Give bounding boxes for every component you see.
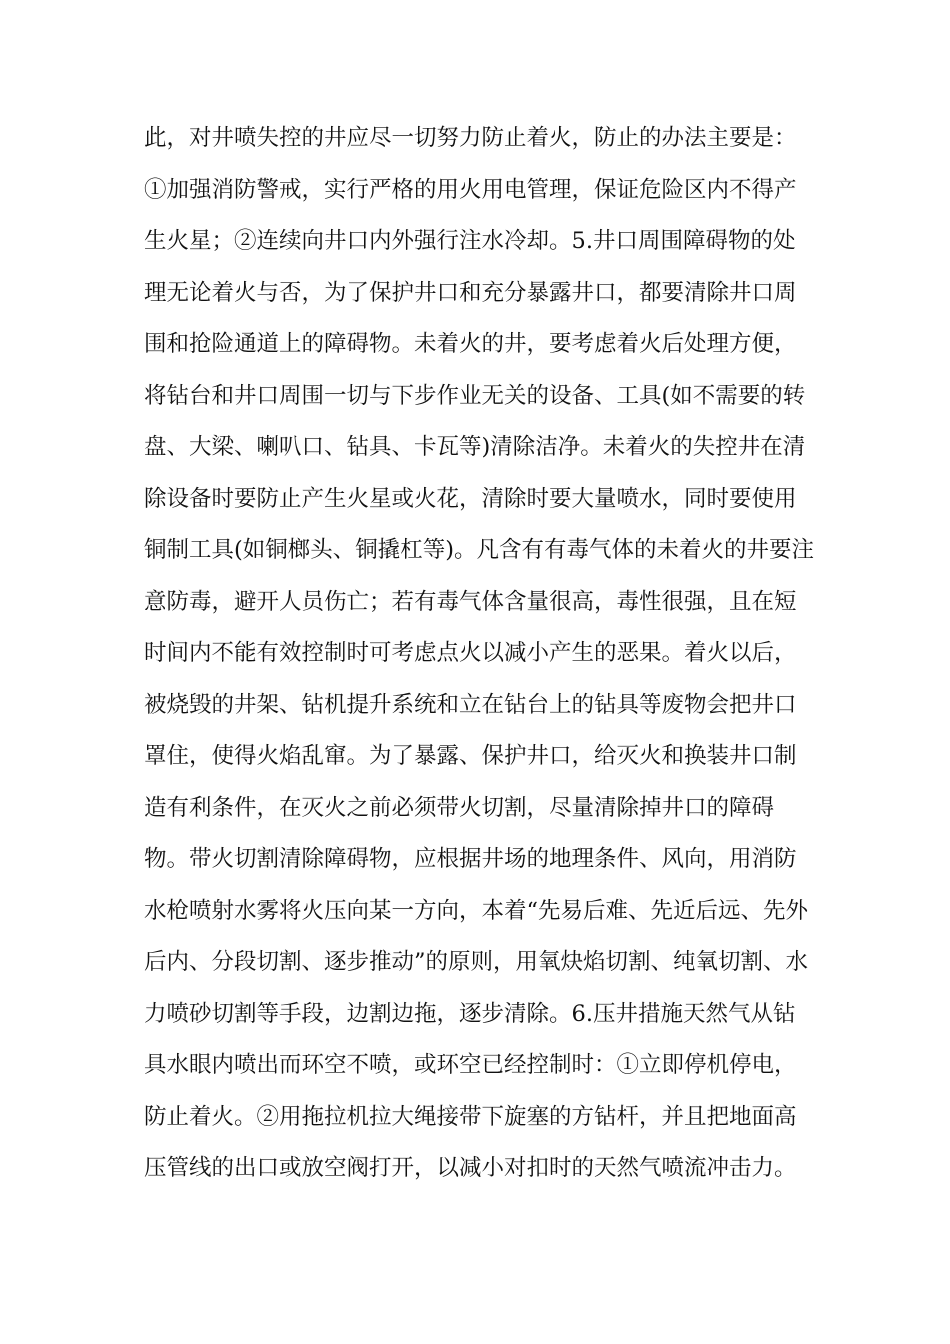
- text-line: 除设备时要防止产生火星或火花，清除时要大量喷水，同时要使用: [144, 485, 797, 512]
- text-line: 盘、大梁、喇叭口、钻具、卡瓦等)清除洁净。未着火的失控井在清: [144, 434, 806, 460]
- text-line: 将钻台和井口周围一切与下步作业无关的设备、工具(如不需要的转: [144, 382, 806, 409]
- text-line: 物。带火切割清除障碍物，应根据井场的地理条件、风向，用消防: [144, 846, 797, 872]
- text-line: 压管线的出口或放空阀打开，以减小对扣时的天然气喷流冲击力。: [144, 1155, 797, 1181]
- text-line: 力喷砂切割等手段，边割边拖，逐步清除。6.压井措施天然气从钻: [144, 1000, 796, 1027]
- text-line: 时间内不能有效控制时可考虑点火以减小产生的恶果。着火以后，: [144, 640, 797, 666]
- text-line: 造有利条件，在灭火之前必须带火切割，尽量清除掉井口的障碍: [144, 794, 775, 821]
- text-line: 理无论着火与否，为了保护井口和充分暴露井口，都要清除井口周: [144, 279, 797, 306]
- text-line: 具水眼内喷出而环空不喷，或环空已经控制时：①立即停机停电，: [144, 1052, 797, 1078]
- text-line: 后内、分段切割、逐步推动”的原则，用氧炔焰切割、纯氧切割、水: [144, 949, 809, 975]
- text-line: 意防毒，避开人员伤亡；若有毒气体含量很高，毒性很强，且在短: [144, 588, 797, 615]
- text-line: 此，对井喷失控的井应尽一切努力防止着火，防止的办法主要是：: [144, 125, 797, 151]
- text-line: 铜制工具(如铜榔头、铜撬杠等)。凡含有有毒气体的未着火的井要注: [144, 537, 815, 563]
- body-text: [144, 118, 824, 1200]
- text-line: 防止着火。②用拖拉机拉大绳接带下旋塞的方钻杆，并且把地面高: [144, 1103, 797, 1130]
- text-line: 罩住，使得火焰乱窜。为了暴露、保护井口，给灭火和换装井口制: [144, 743, 797, 769]
- text-line: 生火星；②连续向井口内外强行注水冷却。5.井口周围障碍物的处: [144, 228, 796, 254]
- text-line: 水枪喷射水雾将火压向某一方向，本着“先易后难、先近后远、先外: [144, 897, 809, 924]
- text-line: 围和抢险通道上的障碍物。未着火的井，要考虑着火后处理方便，: [144, 331, 797, 357]
- text-line: 被烧毁的井架、钻机提升系统和立在钻台上的钻具等废物会把井口: [144, 691, 797, 718]
- text-line: ①加强消防警戒，实行严格的用火用电管理，保证危险区内不得产: [144, 176, 797, 203]
